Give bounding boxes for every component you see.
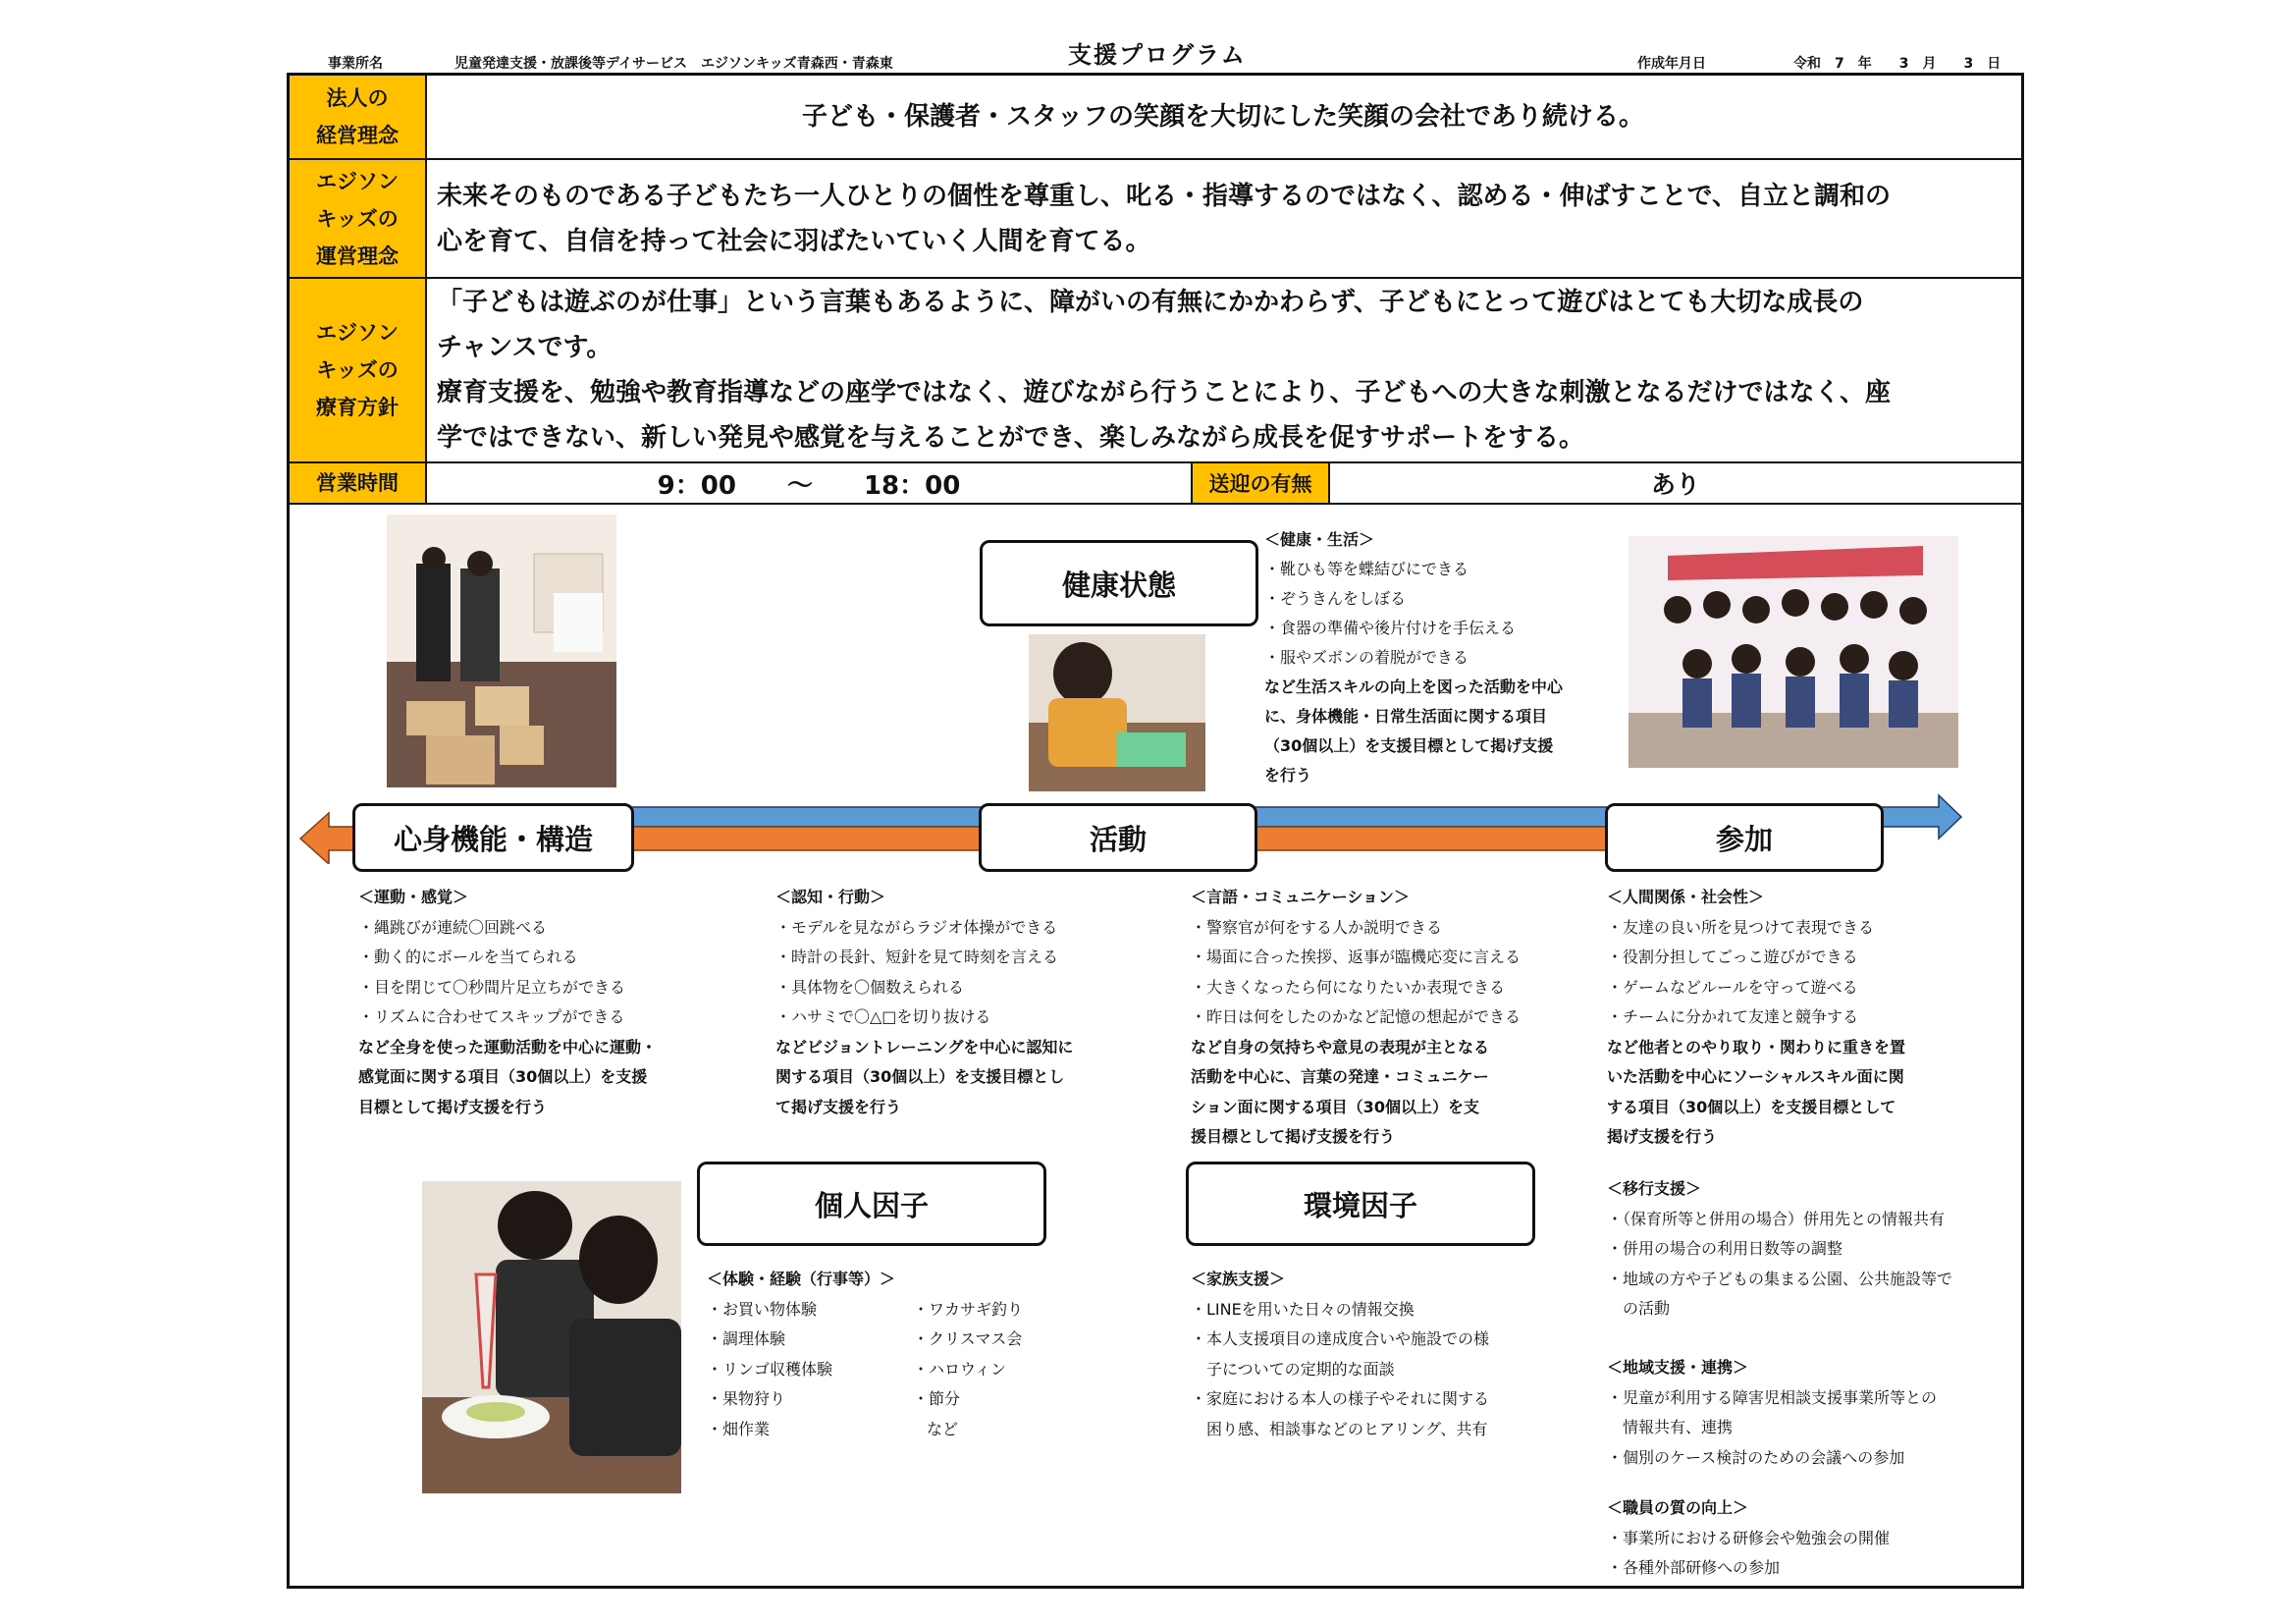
list-summary: 感覚面に関する項目（30個以上）を支援 [358, 1067, 648, 1086]
list-summary: 掲げ支援を行う [1607, 1127, 1718, 1146]
list-summary: など自身の気持ちや意見の表現が主となる [1191, 1037, 1490, 1056]
list-item: ・各種外部研修への参加 [1607, 1558, 1781, 1577]
list-item: ・ゲームなどルールを守って遊べる [1607, 977, 1858, 997]
list-heading: ＜言語・コミュニケーション＞ [1191, 888, 1411, 906]
list-item: ・地域の方や子どもの集まる公園、公共施設等で [1607, 1269, 1953, 1288]
list-item: 困り感、相談事などのヒアリング、共有 [1191, 1419, 1488, 1438]
list-item: ・調理体験 [707, 1329, 786, 1348]
page-title: 支援プログラム [1068, 41, 1247, 69]
list-heading: ＜家族支援＞ [1191, 1270, 1286, 1288]
box-activity: 活動 [979, 803, 1257, 872]
staff-quality-list [1607, 1493, 1890, 1584]
list-item: ・ハロウィン [913, 1359, 1007, 1379]
list-item: ・靴ひも等を蝶結びにできる [1264, 560, 1469, 578]
date-label: 作成年月日 [1637, 56, 1706, 72]
management-philosophy-text: 子ども・保護者・スタッフの笑顔を大切にした笑顔の会社であり続ける。 [801, 102, 1644, 132]
list-item: ・ぞうきんをしぼる [1264, 589, 1407, 608]
hours-row [290, 463, 2021, 505]
list-item: ・ハサミで〇△□を切り抜ける [775, 1007, 991, 1026]
office-name: 児童発達支援・放課後等デイサービス エジソンキッズ青森西・青森東 [454, 56, 893, 72]
office-label: 事業所名 [328, 56, 383, 72]
list-item: ・児童が利用する障害児相談支援事業所等との [1607, 1387, 1938, 1407]
list-item: ・昨日は何をしたのかなど記憶の想起ができる [1191, 1007, 1522, 1026]
list-summary: に、身体機能・日常生活面に関する項目 [1264, 707, 1548, 726]
list-item: ・役割分担してごっこ遊びができる [1607, 947, 1858, 966]
list-summary: 援目標として掲げ支援を行う [1191, 1127, 1396, 1146]
care-policy-text: 「子どもは遊ぶのが仕事」という言葉もあるように、障がいの有無にかかわらず、子どもにとって遊びはとても大切な成長の チャンスです。 療育支援を、勉強や教育指導などの座学ではなく、遊びながら行うことにより、子どもへの大きな刺激となるだけではなく、座 学ではできない、新しい発見や感覚を与えることができ、楽しみながら成長を促すサポートをする。 [437, 288, 1891, 453]
social-relations-list [1607, 883, 1905, 1153]
list-summary: する項目（30個以上）を支援目標として [1607, 1097, 1896, 1116]
photo-cooking-activity [422, 1181, 681, 1493]
list-summary: （30個以上）を支援目標として掲げ支援 [1264, 736, 1554, 755]
management-philosophy-row [290, 76, 2021, 160]
date-value: 令和 7 年 3 月 3 日 [1793, 56, 2002, 72]
photo-block-play [387, 514, 616, 787]
list-summary: 活動を中心に、言葉の発達・コミュニケー [1191, 1067, 1489, 1086]
box-body-function: 心身機能・構造 [352, 803, 634, 872]
list-item: 子についての定期的な面談 [1191, 1359, 1395, 1379]
language-communication-list [1191, 883, 1521, 1153]
list-summary: ション面に関する項目（30個以上）を支 [1191, 1097, 1479, 1116]
pickup-value: あり [1650, 470, 1700, 499]
list-summary: などビジョントレーニングを中心に認知に [775, 1037, 1074, 1056]
list-item: ・個別のケース検討のための会議への参加 [1607, 1447, 1905, 1467]
hours-value: 9：00 ～ 18：00 [657, 470, 961, 501]
list-heading: ＜健康・生活＞ [1264, 530, 1375, 549]
list-item: ・場面に合った挨拶、返事が臨機応変に言える [1191, 947, 1522, 966]
list-item: ・時計の長針、短針を見て時刻を言える [775, 947, 1059, 966]
list-item: ・お買い物体験 [707, 1299, 818, 1319]
list-item: ・具体物を〇個数えられる [775, 977, 965, 997]
community-support-list [1607, 1353, 1937, 1473]
transition-support-list [1607, 1174, 1952, 1325]
list-item: の活動 [1607, 1299, 1671, 1318]
management-philosophy-label: 法人の 経営理念 [290, 76, 427, 158]
list-item: ・縄跳びが連続〇回跳べる [358, 917, 548, 937]
list-summary: など他者とのやり取り・関わりに重きを置 [1607, 1037, 1906, 1056]
hours-label: 営業時間 [290, 463, 427, 503]
list-item: ・クリスマス会 [913, 1329, 1023, 1348]
list-item: ・ワカサギ釣り [913, 1299, 1024, 1319]
box-personal-factors: 個人因子 [697, 1162, 1046, 1246]
list-heading: ＜地域支援・連携＞ [1607, 1358, 1749, 1377]
list-summary: て掲げ支援を行う [775, 1097, 902, 1116]
list-item: ・（保育所等と併用の場合）併用先との情報共有 [1607, 1209, 1946, 1228]
list-item: ・併用の場合の利用日数等の調整 [1607, 1239, 1843, 1258]
list-item: ・リンゴ収穫体験 [707, 1359, 833, 1379]
care-policy-label: エジソン キッズの 療育方針 [290, 279, 427, 461]
list-item: など [927, 1419, 959, 1438]
list-item: ・事業所における研修会や勉強会の開催 [1607, 1528, 1891, 1547]
experience-events-list [707, 1265, 1023, 1444]
list-summary: いた活動を中心にソーシャルスキル面に関 [1607, 1067, 1904, 1086]
list-item: ・畑作業 [707, 1419, 771, 1438]
list-item: 情報共有、連携 [1607, 1418, 1734, 1436]
list-item: ・目を閉じて〇秒間片足立ちができる [358, 977, 626, 997]
list-item: ・チームに分かれて友達と競争する [1607, 1007, 1859, 1026]
operation-philosophy-text: 未来そのものである子どもたち一人ひとりの個性を尊重し、叱る・指導するのではなく、認める・伸ばすことで、自立と調和の 心を育て、自信を持って社会に羽ばたいていく人間を育てる。 [437, 181, 1891, 256]
box-health-status: 健康状態 [980, 540, 1258, 626]
pickup-label: 送迎の有無 [1191, 463, 1330, 503]
list-heading: ＜移行支援＞ [1607, 1179, 1702, 1198]
list-item: ・本人支援項目の達成度合いや施設での様 [1191, 1329, 1490, 1348]
care-policy-row [290, 279, 2021, 463]
family-support-list [1191, 1265, 1489, 1444]
list-item: ・モデルを見ながらラジオ体操ができる [775, 917, 1058, 937]
box-environmental-factors: 環境因子 [1186, 1162, 1535, 1246]
motor-sensory-list [358, 883, 657, 1122]
list-heading: ＜認知・行動＞ [775, 888, 886, 906]
photo-craft-activity [1029, 634, 1205, 791]
operation-philosophy-row [290, 160, 2021, 279]
list-summary: 関する項目（30個以上）を支援目標とし [775, 1067, 1065, 1086]
list-item: ・友達の良い所を見つけて表現できる [1607, 917, 1875, 937]
operation-philosophy-label: エジソン キッズの 運営理念 [290, 160, 427, 277]
list-item: ・LINEを用いた日々の情報交換 [1191, 1299, 1415, 1319]
health-life-list [1264, 525, 1563, 790]
list-item: ・大きくなったら何になりたいか表現できる [1191, 977, 1506, 997]
list-item: ・服やズボンの着脱ができる [1264, 648, 1469, 667]
list-item: ・食器の準備や後片付けを手伝える [1264, 619, 1517, 637]
list-heading: ＜職員の質の向上＞ [1607, 1498, 1749, 1517]
list-heading: ＜体験・経験（行事等）＞ [707, 1270, 896, 1288]
list-item: ・節分 [913, 1389, 961, 1408]
list-item: ・家庭における本人の様子やそれに関する [1191, 1389, 1490, 1408]
list-item: ・果物狩り [707, 1389, 786, 1408]
list-heading: ＜運動・感覚＞ [358, 888, 469, 906]
list-item: ・リズムに合わせてスキップができる [358, 1007, 625, 1026]
list-item: ・警察官が何をする人か説明できる [1191, 917, 1443, 937]
list-heading: ＜人間関係・社会性＞ [1607, 888, 1765, 906]
list-summary: など全身を使った運動活動を中心に運動・ [358, 1037, 658, 1056]
list-item: ・動く的にボールを当てられる [358, 947, 578, 966]
list-summary: を行う [1264, 766, 1312, 785]
photo-group-event [1629, 536, 1958, 768]
box-participation: 参加 [1605, 803, 1884, 872]
list-summary: 目標として掲げ支援を行う [358, 1097, 548, 1116]
list-summary: など生活スキルの向上を図った活動を中心 [1264, 677, 1563, 696]
cognition-behavior-list [775, 883, 1073, 1122]
